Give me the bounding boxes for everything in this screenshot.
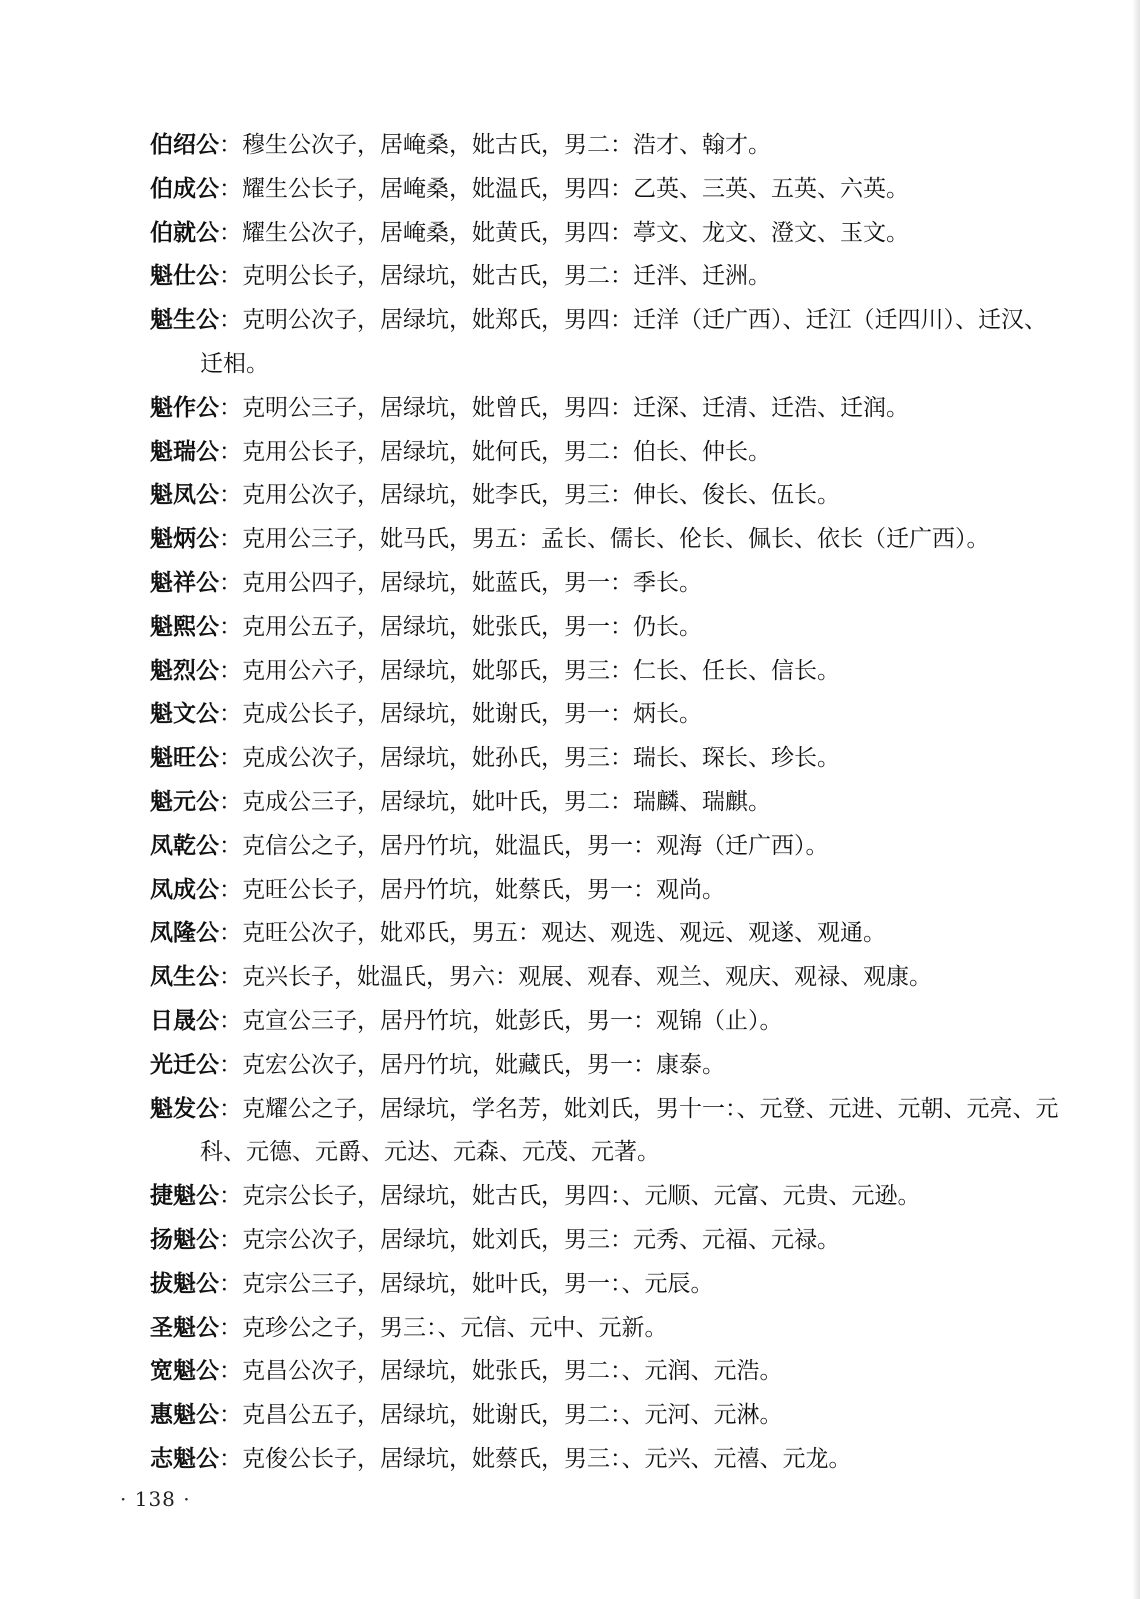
genealogy-entry: [150, 1350, 1060, 1394]
genealogy-entry: [150, 474, 1060, 518]
entry-text: ：克成公长子，居绿坑，妣谢氏，男一：炳长。: [219, 701, 702, 728]
genealogy-entry: [150, 124, 1060, 168]
entry-text: ：克用公三子，妣马氏，男五：孟长、儒长、伦长、佩长、依长（迁广西）。: [219, 526, 990, 553]
genealogy-entry: [150, 431, 1060, 475]
genealogy-entry: [150, 825, 1060, 869]
entry-name: 伯成公: [150, 175, 219, 202]
entry-name: 魁元公: [150, 788, 219, 815]
entry-name: 拔魁公: [150, 1270, 219, 1297]
entry-name: 惠魁公: [150, 1402, 219, 1429]
genealogy-entry: [150, 956, 1060, 1000]
entry-name: 凤成公: [150, 876, 219, 903]
entry-text: ：克宗公三子，居绿坑，妣叶氏，男一：、元辰。: [219, 1270, 714, 1297]
entry-text: ：穆生公次子，居崦桑，妣古氏，男二：浩才、翰才。: [219, 132, 771, 158]
genealogy-entry: [150, 1044, 1060, 1088]
entry-text: ：克昌公五子，居绿坑，妣谢氏，男二：、元河、元淋。: [219, 1402, 783, 1429]
entry-name: 魁旺公: [150, 745, 219, 772]
entry-text: ：克俊公长子，居绿坑，妣蔡氏，男三：、元兴、元禧、元龙。: [219, 1445, 852, 1472]
genealogy-entry: [150, 606, 1060, 650]
entry-text: ：克信公之子，居丹竹坑，妣温氏，男一：观海（迁广西）。: [219, 832, 829, 859]
genealogy-entry: [150, 1438, 1060, 1482]
genealogy-entry: [150, 255, 1060, 299]
entry-name: 伯就公: [150, 219, 219, 246]
entry-name: 伯绍公: [150, 132, 219, 158]
entry-text: ：克明公长子，居绿坑，妣古氏，男二：迁泮、迁洲。: [219, 263, 771, 290]
entry-text: ：克用公五子，居绿坑，妣张氏，男一：仍长。: [219, 613, 702, 640]
entry-name: 魁仕公: [150, 263, 219, 290]
entry-name: 魁发公: [150, 1095, 219, 1122]
entry-name: 凤乾公: [150, 832, 219, 859]
genealogy-entry: [150, 1088, 1060, 1176]
genealogy-entry: [150, 518, 1060, 562]
entry-name: 魁文公: [150, 701, 219, 728]
entry-name: 凤生公: [150, 964, 219, 991]
entry-name: 凤隆公: [150, 920, 219, 947]
entry-text: ：克旺公长子，居丹竹坑，妣蔡氏，男一：观尚。: [219, 876, 725, 903]
entry-name: 魁作公: [150, 394, 219, 421]
genealogy-entry: [150, 650, 1060, 694]
entry-text: ：克耀公之子，居绿坑，学名芳，妣刘氏，男十一：、元登、元进、元朝、元亮、元: [219, 1095, 1059, 1122]
entry-name: 扬魁公: [150, 1226, 219, 1253]
entry-text: ：耀生公次子，居崦桑，妣黄氏，男四：葶文、龙文、澄文、玉文。: [219, 219, 909, 246]
entry-text: ：克宗公次子，居绿坑，妣刘氏，男三：元秀、元福、元禄。: [219, 1226, 840, 1253]
entry-text: ：克兴长子，妣温氏，男六：观展、观春、观兰、观庆、观禄、观康。: [219, 964, 932, 991]
genealogy-entry: [150, 1219, 1060, 1263]
genealogy-entry: [150, 1000, 1060, 1044]
genealogy-entry: [150, 912, 1060, 956]
page-number: · 138 ·: [120, 1487, 191, 1511]
entry-name: 魁凤公: [150, 482, 219, 509]
genealogy-entry: [150, 1263, 1060, 1307]
genealogy-entry: [150, 387, 1060, 431]
entry-name: 魁炳公: [150, 526, 219, 553]
entry-text: ：克明公次子，居绿坑，妣郑氏，男四：迁洋（迁广西）、迁江（迁四川）、迁汉、: [219, 307, 1047, 334]
genealogy-entry: [150, 562, 1060, 606]
entry-text: ：克宣公三子，居丹竹坑，妣彭氏，男一：观锦（止）。: [219, 1007, 783, 1034]
genealogy-entries: [150, 124, 1060, 1482]
genealogy-entry: [150, 299, 1060, 387]
entry-text: ：克珍公之子，男三：、元信、元中、元新。: [219, 1314, 668, 1341]
entry-name: 光迁公: [150, 1051, 219, 1078]
entry-continuation: 迁相。: [200, 350, 269, 377]
entry-text: ：克明公三子，居绿坑，妣曾氏，男四：迁深、迁清、迁浩、迁润。: [219, 394, 909, 421]
entry-name: 宽魁公: [150, 1358, 219, 1385]
genealogy-entry: [150, 1394, 1060, 1438]
genealogy-entry: [150, 1175, 1060, 1219]
entry-name: 圣魁公: [150, 1314, 219, 1341]
entry-text: ：克用公六子，居绿坑，妣邬氏，男三：仁长、任长、信长。: [219, 657, 840, 684]
entry-name: 魁熙公: [150, 613, 219, 640]
entry-text: ：耀生公长子，居崦桑，妣温氏，男四：乙英、三英、五英、六英。: [219, 175, 909, 202]
entry-text: ：克宏公次子，居丹竹坑，妣藏氏，男一：康泰。: [219, 1051, 725, 1078]
entry-continuation: 科、元德、元爵、元达、元森、元茂、元著。: [200, 1139, 660, 1166]
entry-text: ：克用公长子，居绿坑，妣何氏，男二：伯长、仲长。: [219, 438, 771, 465]
genealogy-entry: [150, 1307, 1060, 1351]
entry-name: 魁瑞公: [150, 438, 219, 465]
entry-name: 捷魁公: [150, 1183, 219, 1210]
genealogy-entry: [150, 781, 1060, 825]
entry-name: 魁生公: [150, 307, 219, 334]
entry-name: 志魁公: [150, 1445, 219, 1472]
entry-text: ：克成公三子，居绿坑，妣叶氏，男二：瑞麟、瑞麒。: [219, 788, 771, 815]
entry-text: ：克宗公长子，居绿坑，妣古氏，男四：、元顺、元富、元贵、元逊。: [219, 1183, 921, 1210]
entry-text: ：克用公次子，居绿坑，妣李氏，男三：伸长、俊长、伍长。: [219, 482, 840, 509]
entry-text: ：克旺公次子，妣邓氏，男五：观达、观选、观远、观遂、观通。: [219, 920, 886, 947]
page-edge-shadow: [1132, 0, 1140, 1599]
entry-name: 日晟公: [150, 1007, 219, 1034]
entry-text: ：克成公次子，居绿坑，妣孙氏，男三：瑞长、琛长、珍长。: [219, 745, 840, 772]
entry-name: 魁祥公: [150, 569, 219, 596]
genealogy-entry: [150, 869, 1060, 913]
genealogy-entry: [150, 212, 1060, 256]
entry-name: 魁烈公: [150, 657, 219, 684]
entry-text: ：克昌公次子，居绿坑，妣张氏，男二：、元润、元浩。: [219, 1358, 783, 1385]
entry-text: ：克用公四子，居绿坑，妣蓝氏，男一：季长。: [219, 569, 702, 596]
genealogy-entry: [150, 168, 1060, 212]
genealogy-entry: [150, 737, 1060, 781]
genealogy-entry: [150, 693, 1060, 737]
